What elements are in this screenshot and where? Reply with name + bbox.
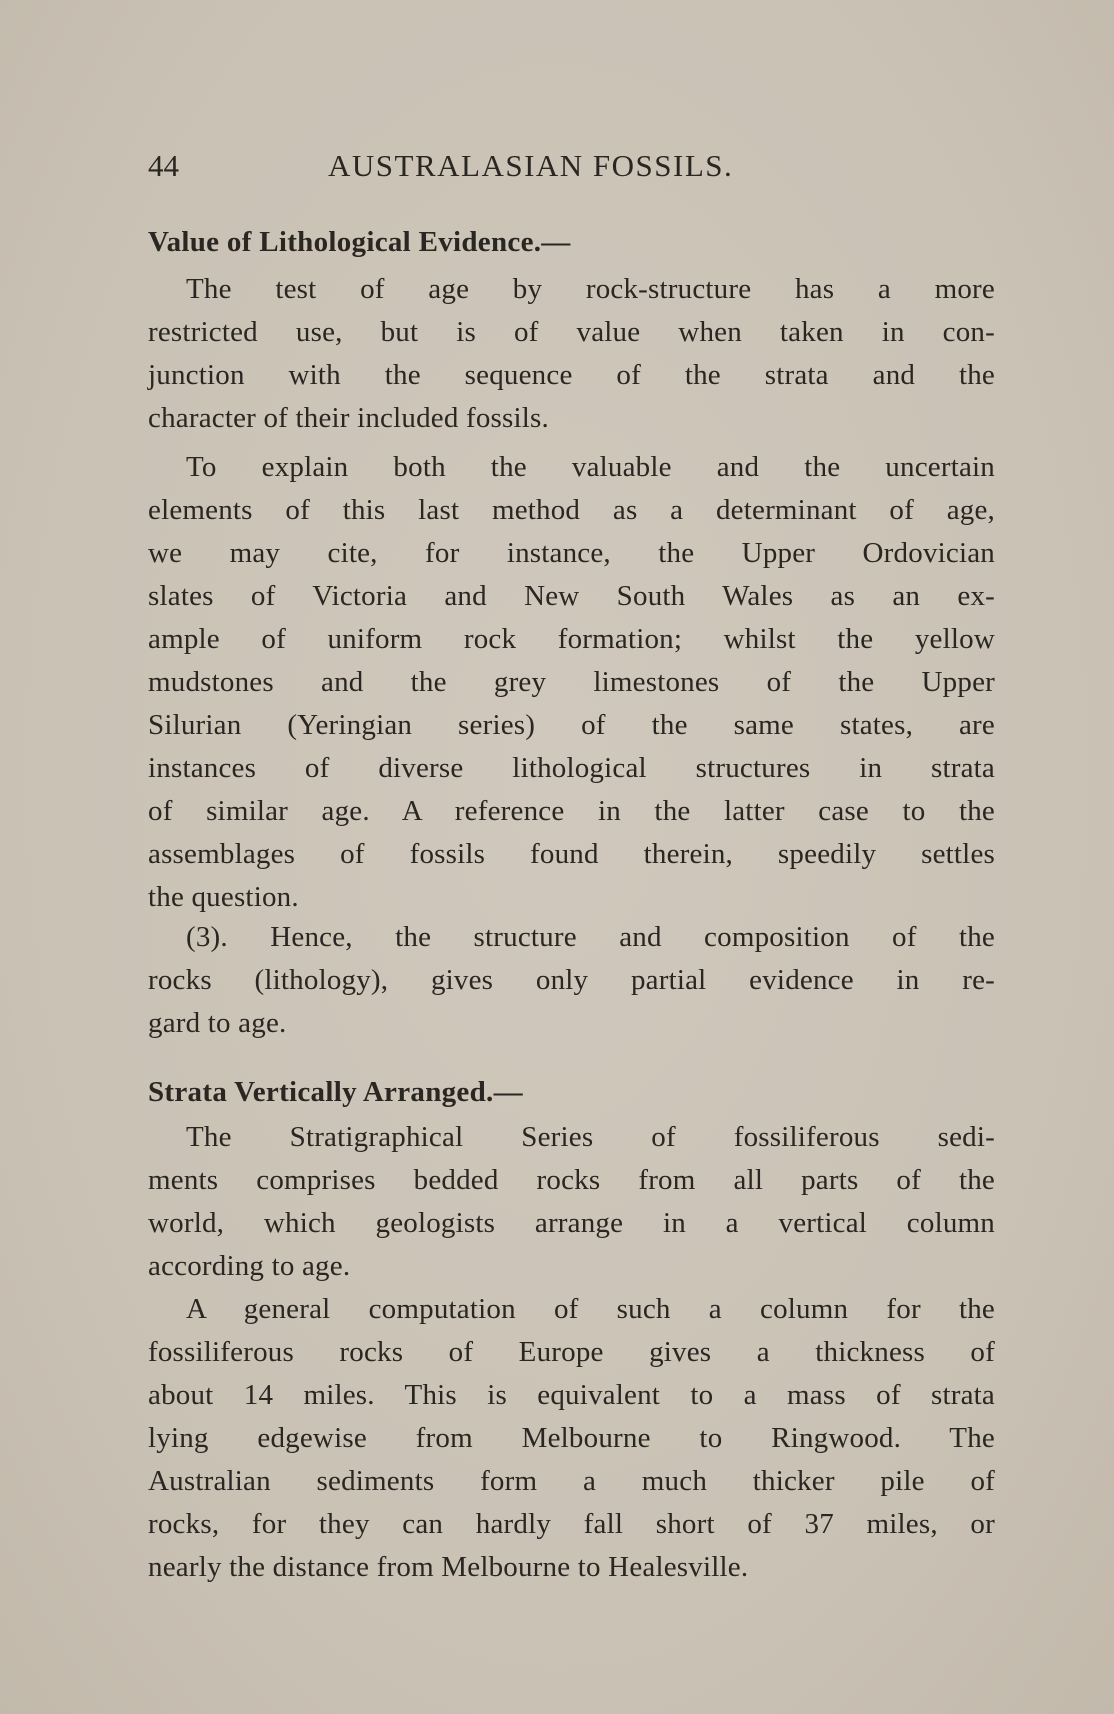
- paragraph: [148, 916, 995, 1045]
- text-line: The test of age by rock-structure has a more: [186, 273, 995, 305]
- text-line: world, which geologists arrange in a vertical column: [148, 1207, 995, 1239]
- text-line: rocks, for they can hardly fall short of 37 miles, or: [148, 1508, 995, 1540]
- running-title: AUSTRALASIAN FOSSILS.: [328, 148, 734, 183]
- text-line: nearly the distance from Melbourne to Healesville.: [148, 1551, 749, 1583]
- text-line: Australian sediments form a much thicker pile of: [148, 1465, 995, 1497]
- section-heading: [148, 221, 995, 264]
- text-line: we may cite, for instance, the Upper Ordovician: [148, 537, 995, 569]
- text-line: A general computation of such a column for the: [186, 1293, 995, 1325]
- text-line: about 14 miles. This is equivalent to a mass of strata: [148, 1379, 995, 1411]
- text-line: The Stratigraphical Series of fossiliferous sedi-: [186, 1121, 995, 1153]
- text-line: lying edgewise from Melbourne to Ringwood. The: [148, 1422, 995, 1454]
- text-line: character of their included fossils.: [148, 402, 549, 434]
- text-line: slates of Victoria and New South Wales as an ex-: [148, 580, 995, 612]
- text-line: ments comprises bedded rocks from all parts of the: [148, 1164, 995, 1196]
- text-line: ample of uniform rock formation; whilst the yellow: [148, 623, 995, 655]
- text-line: of similar age. A reference in the latter case to the: [148, 795, 995, 827]
- heading-text: Strata Vertically Arranged.—: [148, 1076, 523, 1108]
- text-line: mudstones and the grey limestones of the Upper: [148, 666, 995, 698]
- text-line: the question.: [148, 881, 299, 913]
- paragraph: [148, 446, 995, 919]
- text-line: instances of diverse lithological structures in strata: [148, 752, 995, 784]
- text-line: Silurian (Yeringian series) of the same states, are: [148, 709, 995, 741]
- paragraph: [148, 268, 995, 440]
- text-line: junction with the sequence of the strata and the: [148, 359, 995, 391]
- text-line: gard to age.: [148, 1007, 287, 1039]
- heading-text: Value of Lithological Evidence.—: [148, 226, 571, 258]
- text-line: elements of this last method as a determinant of age,: [148, 494, 995, 526]
- text-line: To explain both the valuable and the uncertain: [186, 451, 995, 483]
- text-line: restricted use, but is of value when taken in con-: [148, 316, 995, 348]
- text-line: (3). Hence, the structure and composition of the: [186, 921, 995, 953]
- section-heading: [148, 1071, 995, 1114]
- text-line: according to age.: [148, 1250, 351, 1282]
- paragraph: [148, 1288, 995, 1589]
- text-line: rocks (lithology), gives only partial evidence in re-: [148, 964, 995, 996]
- text-line: assemblages of fossils found therein, speedily settles: [148, 838, 995, 870]
- page-number: 44: [148, 148, 179, 183]
- paragraph: [148, 1116, 995, 1288]
- text-line: fossiliferous rocks of Europe gives a thickness of: [148, 1336, 995, 1368]
